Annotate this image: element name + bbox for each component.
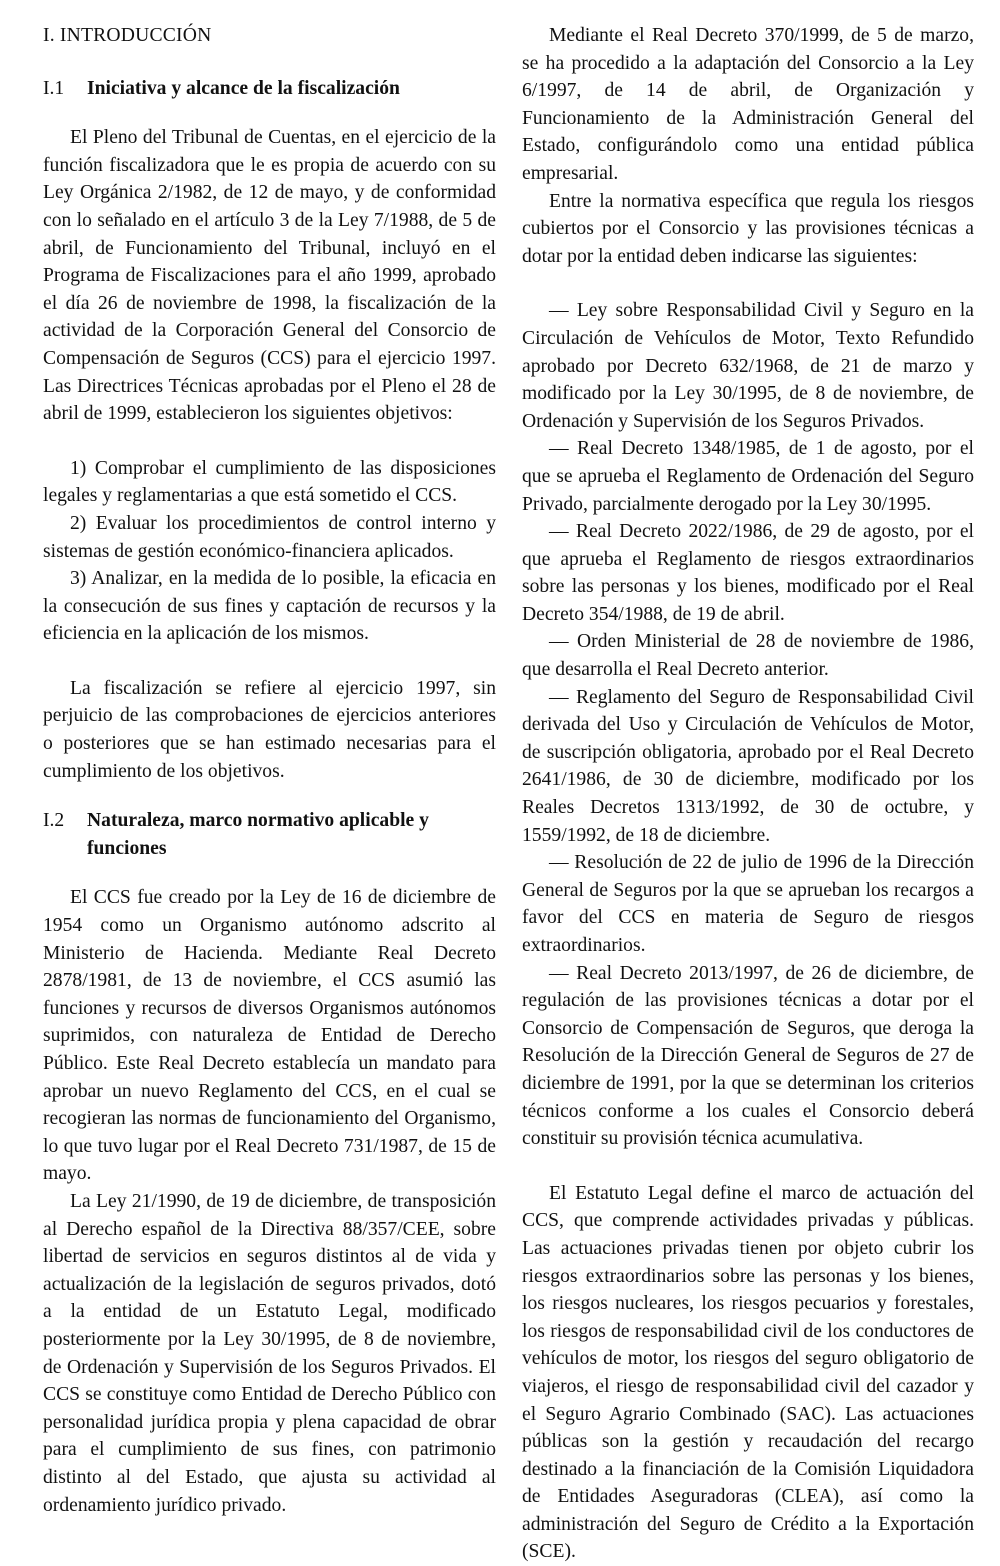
- scope-paragraph: La fiscalización se refiere al ejercicio 1997, sin perjuicio de las comprobaciones de ejercicios anteriores o posteriores que se han estimado necesarias para el cumplimiento de los objetivos.: [43, 677, 496, 782]
- section-title: Iniciativa y alcance de la fiscalización: [87, 77, 400, 99]
- section-title: Naturaleza, marco normativo aplicable y funciones: [87, 810, 429, 859]
- intro-paragraph: El Pleno del Tribunal de Cuentas, en el ejercicio de la función fiscalizadora que le es propia de acuerdo con su Ley Orgánica 2/1982, de 12 de mayo, y de conformidad con lo señalado en el artículo 3 de la Ley 7/1988, de 5 de abril, de Funcionamiento del Tribunal, incluyó en el Programa de Fiscalizaciones para el año 1999, aprobado el día 26 de noviembre de 1998, la fiscalización de la actividad de la Corporación General del Consorcio de Compensación de Seguros (CCS) para el ejercicio 1997. Las Directrices Técnicas aprobadas por el Pleno el 28 de abril de 1999, establecieron los siguientes objetivos:: [43, 127, 496, 425]
- objective-item: 3) Analizar, en la medida de lo posible, la eficacia en la consecución de sus fines y captación de recursos y la eficiencia en la aplicación de los mismos.: [43, 568, 496, 645]
- regulation-item: — Orden Ministerial de 28 de noviembre de 1986, que desarrolla el Real Decreto anterior.: [522, 631, 974, 681]
- objective-item: 2) Evaluar los procedimientos de control interno y sistemas de gestión económico-financiera aplicados.: [43, 512, 496, 562]
- regulation-item: — Reglamento del Seguro de Responsabilidad Civil derivada del Uso y Circulación de Vehículos de Motor, de suscripción obligatoria, aprobado por el Real Decreto 2641/1986, de 30 de diciembre, modificado por los Reales Decretos 1313/1992, de 30 de octubre, y 1559/1992, de 18 de diciembre.: [522, 686, 974, 846]
- chapter-heading: I. INTRODUCCIÓN: [43, 25, 212, 46]
- ley-paragraph: La Ley 21/1990, de 19 de diciembre, de transposición al Derecho español de la Directiva 88/357/CEE, sobre libertad de servicios en seguros distintos al de vida y actualización de la legislación de seguros privados, dotó a la entidad de un Estatuto Legal, modificado posteriormente por la Ley 30/1995, de 8 de noviembre, de Ordenación y Supervisión de los Seguros Privados. El CCS se constituye como Entidad de Derecho Público con personalidad jurídica propia y plena capacidad de obrar para el cumplimiento de sus fines, con patrimonio distinto al del Estado, que ajusta su actividad al ordenamiento jurídico privado.: [43, 1190, 496, 1516]
- regulation-item: — Ley sobre Responsabilidad Civil y Seguro en la Circulación de Vehículos de Motor, Texto Refundido aprobado por Decreto 632/1968, de 21 de marzo y modificado por la Ley 30/1995, de 8 de noviembre, de Ordenación y Supervisión de los Seguros Privados.: [522, 300, 974, 432]
- section-number: I.2: [43, 810, 65, 832]
- regulation-item: — Real Decreto 1348/1985, de 1 de agosto, por el que se aprueba el Reglamento de Ordenación del Seguro Privado, parcialmente derogado por la Ley 30/1995.: [522, 438, 974, 515]
- section-heading-2: [43, 807, 496, 862]
- regulation-item: — Real Decreto 2022/1986, de 29 de agosto, por el que aprueba el Reglamento de riesgos extraordinarios sobre las personas y los bienes, modificado por el Real Decreto 354/1988, de 19 de abril.: [522, 521, 974, 625]
- normativa-paragraph: Entre la normativa específica que regula los riesgos cubiertos por el Consorcio y las provisiones técnicas a dotar por la entidad deben indicarse las siguientes:: [522, 190, 974, 267]
- rd-paragraph: Mediante el Real Decreto 370/1999, de 5 de marzo, se ha procedido a la adaptación del Consorcio a la Ley 6/1997, de 14 de abril, de Organización y Funcionamiento de la Administración General del Estado, configurándolo como una entidad pública empresarial.: [522, 25, 974, 184]
- ccs-paragraph: El CCS fue creado por la Ley de 16 de diciembre de 1954 como un Organismo autónomo adscrito al Ministerio de Hacienda. Mediante Real Decreto 2878/1981, de 13 de noviembre, el CCS asumió las funciones y recursos de diversos Organismos autónomos suprimidos, con naturaleza de Entidad de Derecho Público. Este Real Decreto establecía un mandato para aprobar un nuevo Reglamento del CCS, en el cual se recogieran las normas de funcionamiento del Organismo, lo que tuvo lugar por el Real Decreto 731/1987, de 15 de mayo.: [43, 887, 496, 1185]
- section-heading-1: [43, 75, 496, 103]
- regulation-item: — Resolución de 22 de julio de 1996 de la Dirección General de Seguros por la que se aprueban los recargos a favor del CCS en materia de Seguro de riesgos extraordinarios.: [522, 852, 974, 956]
- objective-item: 1) Comprobar el cumplimiento de las disposiciones legales y reglamentarias a que está sometido el CCS.: [43, 457, 496, 507]
- left-column: [43, 22, 496, 1519]
- section-number: I.1: [43, 77, 65, 99]
- estatuto-paragraph: El Estatuto Legal define el marco de actuación del CCS, que comprende actividades privadas y públicas. Las actuaciones privadas tienen por objeto cubrir los riesgos extraordinarios sobre las personas y los bienes, los riesgos nucleares, los riesgos pecuarios y forestales, los riesgos de responsabilidad civil de los conductores de vehículos de motor, los riesgos del seguro obligatorio de viajeros, el riesgo de responsabilidad civil del cazador y el Seguro Agrario Combinado (SAC). Las actuaciones públicas son la gestión y recaudación del recargo destinado a la financiación de la Comisión Liquidadora de Entidades Aseguradoras (CLEA), así como la administración del Seguro de Crédito a la Exportación (SCE).: [522, 1182, 974, 1563]
- right-column: [522, 22, 974, 1566]
- regulation-item: — Real Decreto 2013/1997, de 26 de diciembre, de regulación de las provisiones técnicas a dotar por el Consorcio de Compensación de Seguros, que deroga la Resolución de la Dirección General de Seguros de 27 de diciembre de 1991, por la que se determinan los criterios técnicos conforme a los cuales el Consorcio deberá constituir su provisión técnica acumulativa.: [522, 962, 974, 1150]
